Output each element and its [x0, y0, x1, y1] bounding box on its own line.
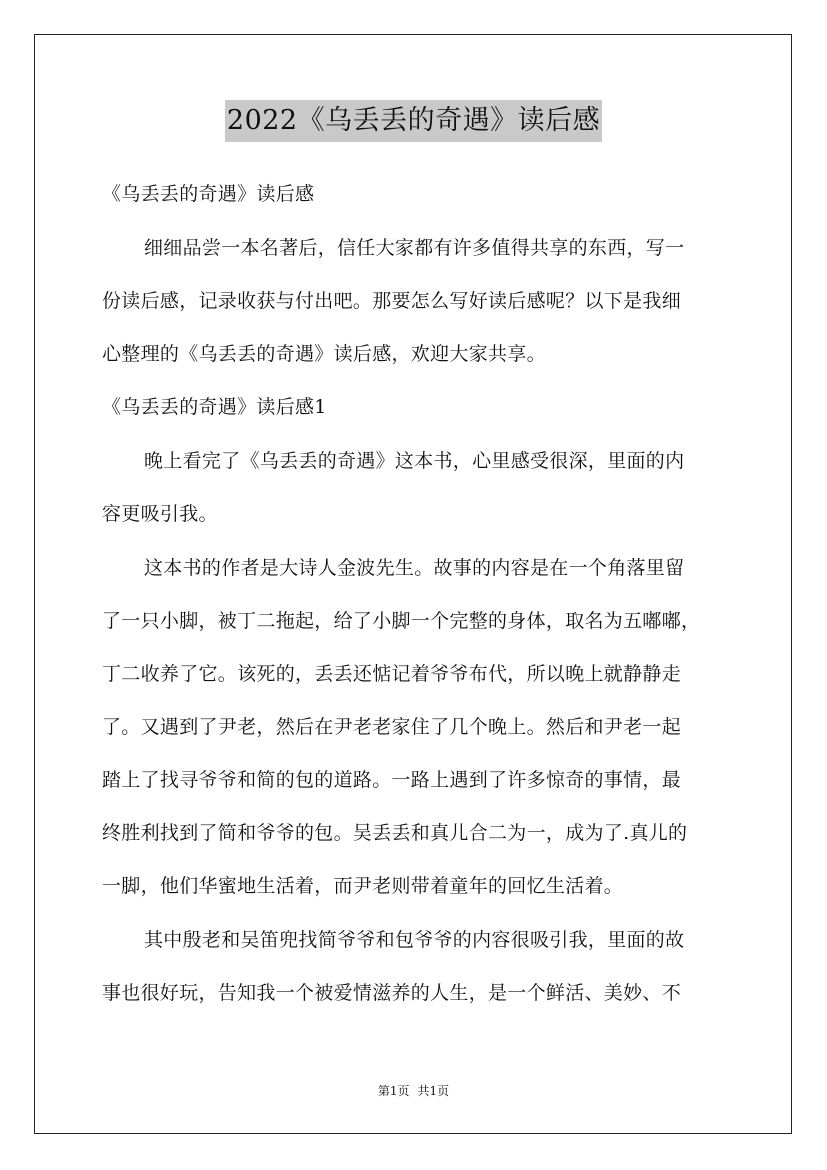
intro-paragraph	[102, 230, 728, 372]
paragraph-line: 其中殷老和吴笛兜找简爷爷和包爷爷的内容很吸引我，里面的故	[144, 929, 685, 951]
paragraph-line: 细细品尝一本名著后，信任大家都有许多值得共享的东西，写一	[144, 237, 685, 259]
paragraph-line: 容更吸引我。	[102, 503, 218, 525]
paragraph-line: 终胜利找到了简和爷爷的包。吴丢丢和真儿合二为一，成为了.真儿的	[102, 822, 688, 844]
paragraph-line: 心整理的《乌丢丢的奇遇》读后感，欢迎大家共享。	[102, 343, 546, 365]
section-heading: 《乌丢丢的奇遇》读后感	[102, 183, 315, 205]
paragraph-line: 这本书的作者是大诗人金波先生。故事的内容是在一个角落里留	[144, 557, 685, 579]
page-number-current: 第1页	[377, 1084, 410, 1098]
document-body	[102, 176, 728, 1011]
paragraph-line: 一脚，他们华蜜地生活着，而尹老则带着童年的回忆生活着。	[102, 875, 624, 897]
paragraph-line: 份读后感，记录收获与付出吧。那要怎么写好读后感呢？以下是我细	[102, 290, 682, 312]
paragraph-2	[102, 550, 728, 904]
paragraph-line: 丁二收养了它。该死的，丢丢还惦记着爷爷布代，所以晚上就静静走	[102, 663, 682, 685]
document-title: 2022《乌丢丢的奇遇》读后感	[225, 100, 602, 142]
paragraph-line: 踏上了找寻爷爷和简的包的道路。一路上遇到了许多惊奇的事情，最	[102, 769, 682, 791]
paragraph-line: 事也很好玩，告知我一个被爱情滋养的人生，是一个鲜活、美妙、不	[102, 982, 682, 1004]
paragraph-line: 了。又遇到了尹老，然后在尹老老家住了几个晚上。然后和尹老一起	[102, 716, 682, 738]
page-footer	[0, 1083, 827, 1099]
page-number-total: 共1页	[417, 1084, 450, 1098]
paragraph-line: 晚上看完了《乌丢丢的奇遇》这本书，心里感受很深，里面的内	[144, 450, 685, 472]
paragraph-1	[102, 443, 728, 532]
paragraph-line: 了一只小脚，被丁二拖起，给了小脚一个完整的身体，取名为五嘟嘟，	[102, 610, 701, 632]
paragraph-3	[102, 922, 728, 1011]
title-container	[0, 100, 827, 142]
section-heading: 《乌丢丢的奇遇》读后感1	[102, 396, 327, 418]
